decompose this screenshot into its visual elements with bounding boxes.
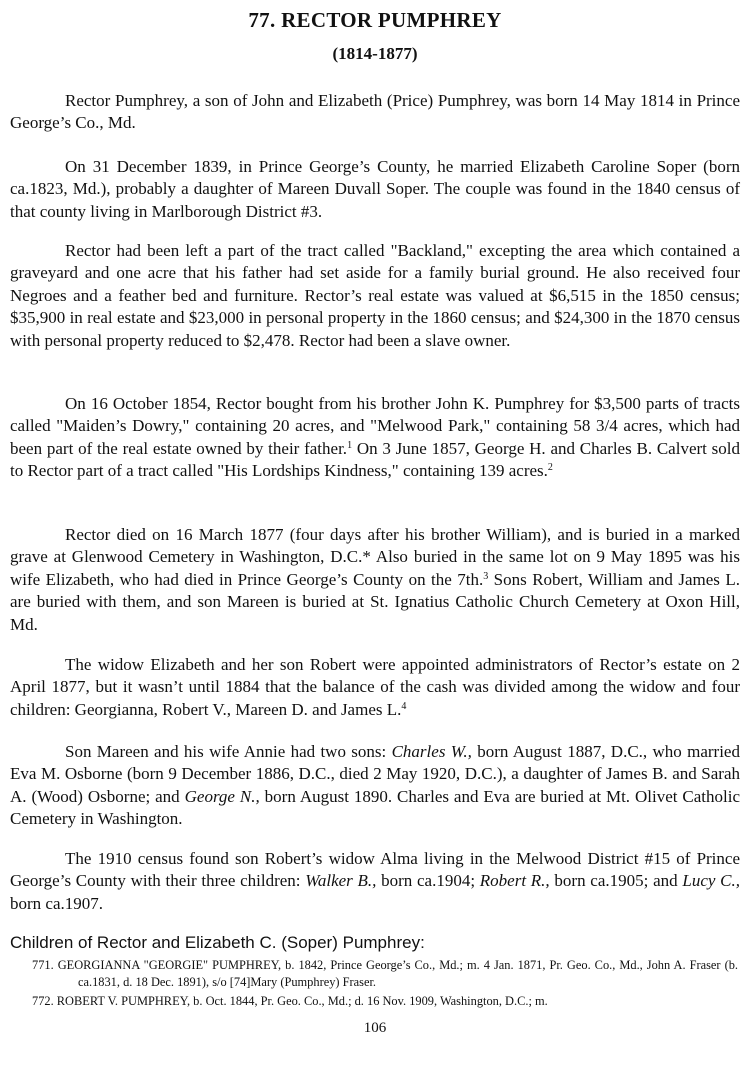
paragraph-mareen-family	[10, 741, 740, 831]
child-entry	[32, 957, 738, 991]
footnote-ref: 2	[547, 462, 553, 474]
paragraph-land-purchase	[10, 393, 740, 483]
paragraph-text: born August 1890. Charles and Eva are buried at Mt. Olivet Catholic Cemetery in Washington.	[10, 786, 741, 829]
person-name: Robert R.,	[479, 871, 550, 891]
footnote-ref: 4	[401, 700, 407, 712]
person-name: George N.,	[184, 786, 260, 806]
paragraph-estate	[10, 654, 740, 721]
footnote-ref: 3	[483, 570, 489, 582]
paragraph-inheritance	[10, 240, 740, 352]
paragraph-text: born ca.1905; and	[549, 871, 683, 891]
paragraph-text: On 31 December 1839, in Prince George’s County, he married Elizabeth Caroline Soper (born ca.1823, Md.), probably a daughter of Mareen Duvall Soper. The couple was found in the 1840 census of that county living in Marlborough District #3.	[10, 157, 740, 221]
paragraph-text: Son Mareen and his wife Annie had two sons:	[65, 742, 392, 761]
person-name: Charles W.,	[391, 742, 472, 761]
paragraph-text: born ca.1904;	[376, 871, 480, 891]
paragraph-marriage	[10, 156, 740, 223]
page-number: 106	[363, 1020, 387, 1036]
paragraph-text: Rector Pumphrey, a son of John and Elizabeth (Price) Pumphrey, was born 14 May 1814 in Prince George’s Co., Md.	[10, 91, 740, 133]
paragraph-text: On 16 October 1854, Rector bought from his brother John K. Pumphrey for $3,500 parts of tracts called "Maiden’s Dowry," containing 20 acres, and "Melwood Park," containing 58 3/4 acres, which had been part of the real estate owned by their father.	[10, 394, 740, 458]
person-name: Walker B.,	[305, 871, 377, 891]
footnote-ref: 1	[347, 439, 353, 451]
paragraph-text: The 1910 census found son Robert’s widow Alma living in the Melwood District #15 of Prince George’s County with their three children:	[10, 849, 740, 891]
paragraph-text: Sons Robert, William and James L. are buried with them, and son Mareen is buried at St. Ignatius Catholic Church Cemetery at Oxon Hill, Md.	[10, 569, 740, 634]
paragraph-text: On 3 June 1857, George H. and Charles B. Calvert sold to Rector part of a tract called "His Lordships Kindness," containing 139 acres.	[10, 438, 740, 481]
paragraph-text: Rector had been left a part of the tract called "Backland," excepting the area which contained a graveyard and one acre that his father had set aside for a family burial ground. He also received four Negroes and a feather bed and furniture. Rector’s real estate was valued at $6,515 in the 1850 census; $35,900 in real estate and $23,000 in personal property in the 1860 census; and $24,300 in the 1870 census with personal property reduced to $2,478. Rector had been a slave owner.	[10, 241, 740, 350]
person-name: Lucy C.,	[682, 871, 740, 891]
paragraph-death	[10, 524, 740, 636]
page-title: 77. RECTOR PUMPHREY	[248, 8, 502, 32]
paragraph-1910-census	[10, 848, 740, 915]
life-dates: (1814-1877)	[332, 44, 418, 63]
paragraph-text: Rector died on 16 March 1877 (four days after his brother William), and is buried in a marked grave at Glenwood Cemetery in Washington, D.C.* Also buried in the same lot on 9 May 1895 was his wife Elizabeth, who had died in Prince George’s County on the 7th.	[10, 525, 740, 589]
paragraph-birth	[10, 90, 740, 135]
paragraph-text: born August 1887, D.C., who married Eva M. Osborne (born 9 December 1886, D.C., died 2 May 1920, D.C.), a daughter of James B. and Sarah A. (Wood) Osborne; and	[10, 742, 740, 806]
paragraph-text: The widow Elizabeth and her son Robert were appointed administrators of Rector’s estate on 2 April 1877, but it wasn’t until 1884 that the balance of the cash was divided among the widow and four children: Georgianna, Robert V., Mareen D. and James L.	[10, 655, 740, 719]
child-entry-text: 772. ROBERT V. PUMPHREY, b. Oct. 1844, Pr. Geo. Co., Md.; d. 16 Nov. 1909, Washington, D.C.; m.	[32, 994, 548, 1008]
child-entry-text: 771. GEORGIANNA "GEORGIE" PUMPHREY, b. 1842, Prince George’s Co., Md.; m. 4 Jan. 1871, Pr. Geo. Co., Md., John A. Fraser (b. ca.1831, d. 18 Dec. 1891), s/o [74]Mary (Pumphrey) Fraser.	[32, 958, 738, 989]
paragraph-text: born ca.1907.	[10, 893, 104, 913]
child-entry	[32, 993, 738, 1010]
children-heading: Children of Rector and Elizabeth C. (Soper) Pumphrey:	[10, 933, 425, 952]
